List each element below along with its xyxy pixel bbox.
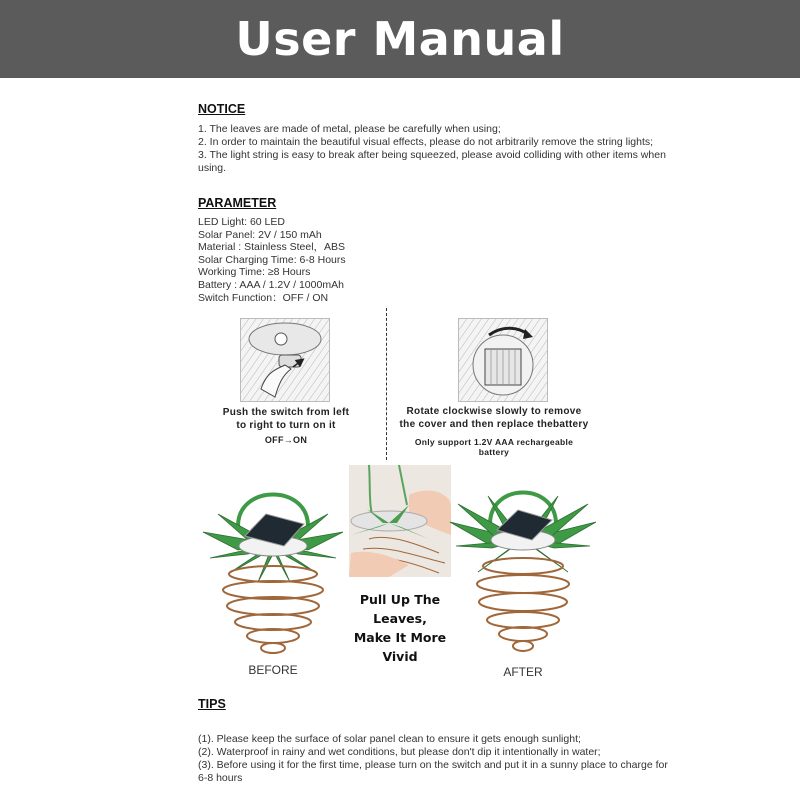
lamp-before-image: [198, 474, 348, 662]
battery-note: [396, 437, 592, 457]
promo-line: Leaves,: [373, 611, 427, 626]
promo-line: Vivid: [382, 649, 418, 664]
after-label: AFTER: [503, 665, 543, 679]
switch-sketch-image: [240, 318, 330, 402]
switch-instruction: [212, 406, 360, 447]
tips-item: (3). Before using it for the first time, please turn on the switch and put it in a sunny place to charge for 6-8 hours: [198, 759, 668, 784]
switch-direction: OFF→ON: [264, 435, 308, 445]
promo-line: Pull Up The: [359, 592, 441, 607]
tips-heading: TIPS: [198, 697, 226, 711]
parameter-list: [198, 216, 498, 304]
switch-instruction-line: to right to turn on it: [236, 420, 336, 431]
switch-instruction-line: Push the switch from left: [222, 407, 350, 418]
battery-instruction-line: the cover and then replace thebattery: [399, 419, 589, 430]
manual-title: User Manual: [235, 12, 565, 66]
parameter-item: Switch Function：OFF / ON: [198, 291, 329, 304]
pull-leaves-photo: [349, 465, 451, 577]
parameter-heading: PARAMETER: [198, 196, 277, 210]
manual-banner: [0, 0, 800, 78]
notice-item: 3. The light string is easy to break after being squeezed, please avoid colliding with other items when using.: [198, 149, 666, 174]
battery-sketch-image: [458, 318, 548, 402]
battery-note-line: battery: [478, 447, 510, 457]
parameter-item: Solar Charging Time: 6-8 Hours: [198, 253, 346, 266]
promo-text: [348, 590, 452, 666]
parameter-item: LED Light: 60 LED: [198, 216, 285, 228]
notice-item: 2. In order to maintain the beautiful visual effects, please do not arbitrarily remove the string lights;: [198, 136, 654, 148]
battery-instruction: [396, 405, 592, 431]
notice-list: [198, 123, 668, 175]
hand-pulling-leaves-icon: [349, 465, 451, 577]
notice-heading: NOTICE: [198, 102, 246, 116]
hand-switch-icon: [241, 319, 329, 401]
before-label: BEFORE: [248, 663, 298, 677]
tips-list: [198, 733, 668, 785]
parameter-item: Battery : AAA / 1.2V / 1000mAh: [198, 278, 344, 291]
promo-line: Make It More: [353, 630, 447, 645]
parameter-item: Solar Panel: 2V / 150 mAh: [198, 228, 322, 241]
battery-instruction-line: Rotate clockwise slowly to remove: [406, 406, 582, 417]
parameter-item: Working Time: ≥8 Hours: [198, 266, 311, 279]
battery-note-line: Only support 1.2V AAA rechargeable: [414, 437, 574, 447]
parameter-item: Material : Stainless Steel，ABS: [198, 241, 346, 254]
tips-item: (2). Waterproof in rainy and wet conditions, but please don't dip it intentionally in water;: [198, 746, 601, 758]
lamp-after-image: [448, 474, 598, 662]
notice-item: 1. The leaves are made of metal, please be carefully when using;: [198, 123, 501, 135]
rotate-cover-icon: [459, 319, 547, 401]
tips-item: (1). Please keep the surface of solar panel clean to ensure it gets enough sunlight;: [198, 733, 581, 745]
dashed-divider: [386, 308, 387, 460]
